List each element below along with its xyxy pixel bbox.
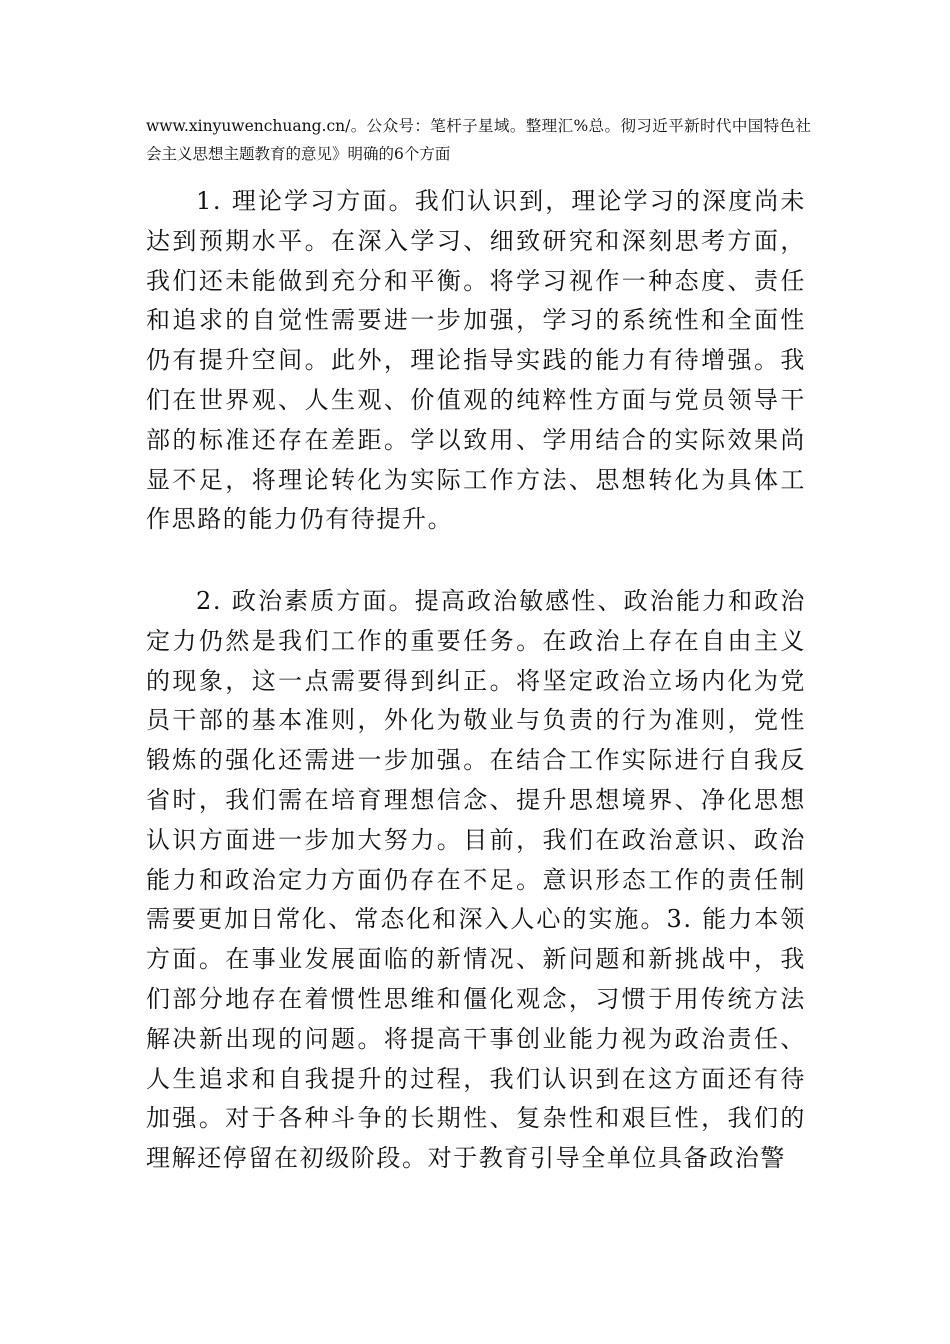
paragraph-political-quality: 2. 政治素质方面。提高政治敏感性、政治能力和政治定力仍然是我们工作的重要任务。在政治上存在自由主义的现象，这一点需要得到纠正。将坚定政治立场内化为党员干部的基本准则，外化为敬业与负责的行为准则，党性锻炼的强化还需进一步加强。在结合工作实际进行自我反省时，我们需在培育理想信念、提升思想境界、净化思想认识方面进一步加大努力。目前，我们在政治意识、政治能力和政治定力方面仍存在不足。意识形态工作的责任制需要更加日常化、常态化和深入人心的实施。3. 能力本领方面。在事业发展面临的新情况、新问题和新挑战中，我们部分地存在着惯性思维和僵化观念，习惯于用传统方法解决新出现的问题。将提高干事创业能力视为政治责任、人生追求和自我提升的过程，我们认识到在这方面还有待加强。对于各种斗争的长期性、复杂性和艰巨性，我们的理解还停留在初级阶段。对于教育引导全单位具备政治警 (146, 587, 806, 1173)
header-note: www.xinyuwenchuang.cn/。公众号：笔杆子星域。整理汇%总。彻习近平新时代中国特色社会主义思想主题教育的意见》明确的6个方面 (146, 117, 811, 163)
paragraph-theory-study: 1. 理论学习方面。我们认识到，理论学习的深度尚未达到预期水平。在深入学习、细致研究和深刻思考方面，我们还未能做到充分和平衡。将学习视作一种态度、责任和追求的自觉性需要进一步加强，学习的系统性和全面性仍有提升空间。此外，理论指导实践的能力有待增强。我们在世界观、人生观、价值观的纯粹性方面与党员领导干部的标准还存在差距。学以致用、学用结合的实际效果尚显不足，将理论转化为实际工作方法、思想转化为具体工作思路的能力仍有待提升。 (146, 187, 806, 534)
